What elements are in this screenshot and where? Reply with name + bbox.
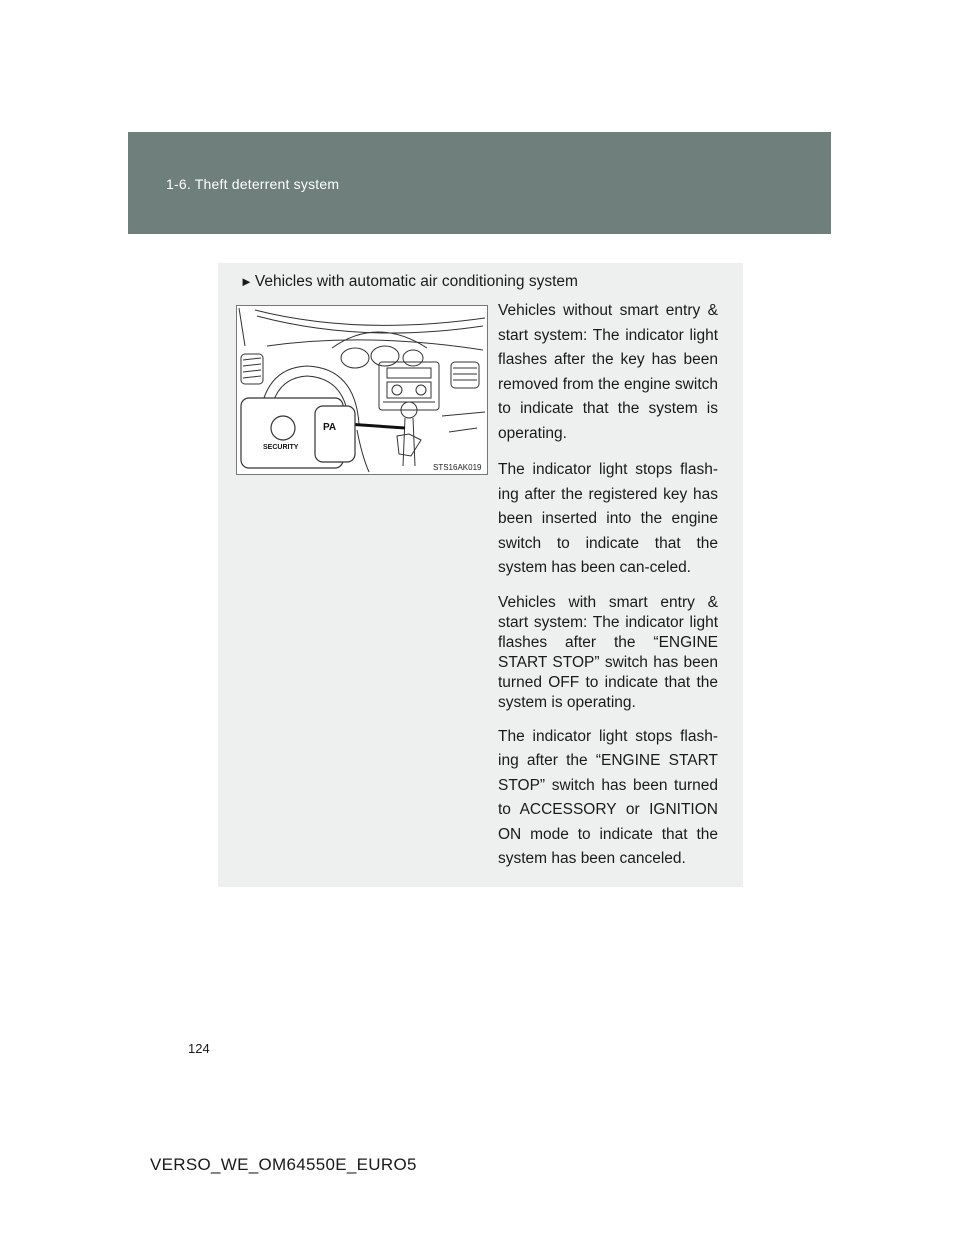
- dashboard-drawing: [237, 306, 487, 474]
- security-indicator-icon: [271, 416, 295, 440]
- content-panel: [218, 263, 743, 887]
- page-number: 124: [188, 1041, 210, 1056]
- paragraph-stops-after-key: The indicator light stops flash-ing after the registered key has been inserted into the engine switch to indicate that the system has been can-celed.: [498, 461, 718, 576]
- section-header: [128, 132, 831, 234]
- figure-code: STS16AK019: [433, 463, 482, 472]
- partial-label: PA: [323, 422, 337, 433]
- footer-code: VERSO_WE_OM64550E_EURO5: [150, 1155, 417, 1174]
- subheading: [240, 273, 578, 291]
- text-column: [498, 299, 718, 884]
- section-title: 1-6. Theft deterrent system: [166, 176, 340, 192]
- center-stack: [379, 362, 439, 410]
- triangle-bullet-icon: ►: [240, 274, 253, 289]
- dashboard-illustration: [236, 305, 488, 475]
- paragraph-without-smart-entry: Vehicles without smart entry & start system: The indicator light flashes after the key has been removed from the engine switch to indicate that the system is operating.: [498, 302, 718, 442]
- paragraph-with-smart-entry: Vehicles with smart entry & start system: The indicator light flashes after the “ENGINE START STOP” switch has been turned OFF to indicate that the system is operating.: [498, 593, 718, 711]
- paragraph-stops-after-switch: The indicator light stops flash-ing after the “ENGINE START STOP” switch has been turned to ACCESSORY or IGNITION ON mode to indicate that the system has been canceled.: [498, 727, 718, 867]
- subheading-text: Vehicles with automatic air conditioning system: [254, 273, 578, 290]
- pillar-line: [239, 308, 245, 346]
- security-label: SECURITY: [263, 444, 299, 451]
